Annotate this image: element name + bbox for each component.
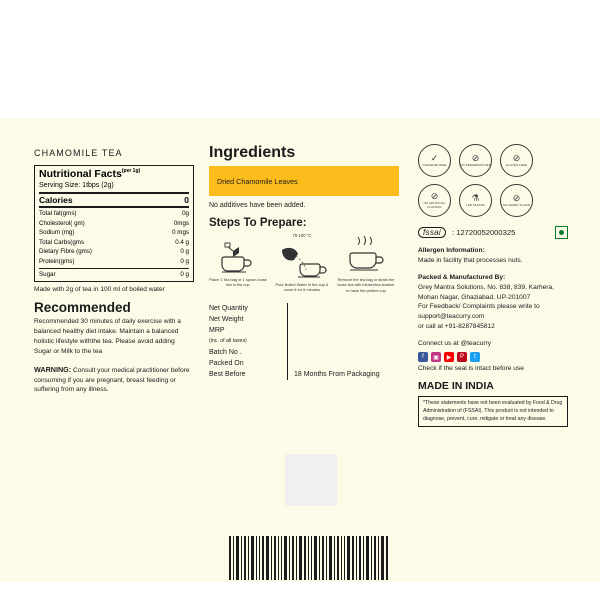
step-caption: Remove the tea bag or strain the loose tea with infuser/tea strainer to have the perfect cup xyxy=(337,277,395,293)
steps-title: Steps To Prepare: xyxy=(209,217,307,229)
divider-thin xyxy=(39,268,189,269)
twitter-icon[interactable]: t xyxy=(470,352,480,362)
instagram-icon[interactable]: ▣ xyxy=(431,352,441,362)
nutrition-per-unit: (per 1g) xyxy=(121,168,141,174)
row-label: MRP xyxy=(209,326,225,334)
seal-note: Check if the seal is intact before use xyxy=(418,365,524,373)
no-entry-icon: ⊘ xyxy=(512,152,521,163)
social-icons xyxy=(418,352,568,362)
allergen-body: Made in facility that processes nuts. xyxy=(418,256,523,264)
list-item xyxy=(209,233,267,293)
row-label: Net Quantity xyxy=(209,304,248,312)
right-column xyxy=(418,144,568,427)
row-value xyxy=(287,347,399,358)
row-value: 18 Months From Packaging xyxy=(287,369,399,380)
nutrient-value: 0 g xyxy=(180,248,189,256)
connect-line: Connect us at @teacurry xyxy=(418,340,492,348)
steaming-cup-icon xyxy=(337,233,395,275)
row-value xyxy=(287,358,399,369)
nutrient-rows xyxy=(39,209,189,279)
page-title: CHAMOMILE TEA xyxy=(34,148,123,158)
no-additives-note: No additives have been added. xyxy=(209,202,306,209)
table-row xyxy=(39,270,189,280)
certification-badges xyxy=(418,144,568,217)
no-entry-icon: ⊘ xyxy=(471,152,480,163)
step-caption: Pour Boiled Water in the cup & cover it for 5 minutes xyxy=(275,282,329,293)
gluten-free-badge xyxy=(500,144,533,177)
vegetarian-mark-icon xyxy=(555,226,568,239)
step-caption: Place 1 Tea bag or 1 spoon loose tea in the cup xyxy=(209,277,267,288)
nutrient-label: Sodium (mg) xyxy=(39,229,75,237)
fssai-logo: fssai xyxy=(418,227,446,238)
nutrient-label: Total Carbs(gms xyxy=(39,238,85,246)
water-temperature: 70-100 °C xyxy=(292,233,312,238)
nutrition-facts-table xyxy=(34,165,194,282)
row-label: Batch No . xyxy=(209,348,242,356)
flask-icon: ⚗ xyxy=(471,192,480,203)
nutrition-heading-text: Nutritional Facts xyxy=(39,168,122,180)
badge-label: GLUTEN FREE xyxy=(505,162,528,167)
table-row xyxy=(39,247,189,257)
table-row xyxy=(209,358,399,369)
row-value xyxy=(287,314,399,325)
allergen-block xyxy=(418,246,568,266)
nutrition-heading xyxy=(39,169,189,181)
blank-print-field xyxy=(285,454,337,506)
fssai-row xyxy=(418,226,568,239)
nutrient-label: Total fat(gms) xyxy=(39,209,77,217)
recommended-body: Recommended 30 minutes of daily exercise with a balanced healthy diet intake. Maintain a balanced holistic lifestyle withthe tea. Please avoid adding Sugar or Milk to the tea xyxy=(34,318,181,355)
recommended-title: Recommended xyxy=(34,300,131,316)
table-row xyxy=(39,257,189,267)
row-sublabel: (inc. of all taxes) xyxy=(209,338,247,345)
table-row xyxy=(39,238,189,248)
nutrient-value: 0 g xyxy=(180,258,189,266)
table-row xyxy=(39,219,189,229)
check-icon: ✓ xyxy=(430,152,439,163)
nutrient-label: Dietary Fibre (gms) xyxy=(39,248,92,256)
list-item xyxy=(273,233,331,293)
packer-feedback: For Feedback/ Complaints please write to support@teacurry.com xyxy=(418,303,540,321)
no-added-sugar-badge xyxy=(500,184,533,217)
table-row xyxy=(209,314,399,325)
badge-label: LAB TESTED xyxy=(466,202,485,207)
row-label: Net Weight xyxy=(209,315,244,323)
divider-thick xyxy=(39,192,189,194)
fssai-license-number: : 12720052000325 xyxy=(451,228,516,237)
barcode xyxy=(229,536,389,580)
nutrient-label: Cholesterol( gm) xyxy=(39,219,85,227)
warning-body: Consult your medical practitioner before consuming if you are pregnant, breast feeding or suffering from any illness. xyxy=(34,366,190,394)
table-row xyxy=(209,369,399,380)
facebook-icon[interactable]: f xyxy=(418,352,428,362)
packer-address: Grey Mantra Solutions, No. 838, 839, Karhera, Mohan Nagar, Ghaziabad, UP-201007 xyxy=(418,283,554,301)
packer-phone: or call at +91-8287845812 xyxy=(418,323,495,331)
product-label-panel xyxy=(0,118,600,582)
row-value xyxy=(287,325,399,336)
nutrient-value: 0 mgs xyxy=(172,229,189,237)
warning-block xyxy=(34,365,194,396)
warning-label: WARNING: xyxy=(34,364,72,374)
left-column xyxy=(34,148,194,395)
packer-block xyxy=(418,273,568,332)
ingredients-title: Ingredients xyxy=(209,144,296,161)
packer-title: Packed & Manufactured By: xyxy=(418,273,506,281)
calories-label: Calories xyxy=(39,194,73,205)
ingredients-band xyxy=(209,166,399,196)
fssai-disclaimer: *These statements have not been evaluated by Food & Drug Administration of (FSSAI). This product is not intended to diagnose, prevent, cure, mitigate or treat any disease. xyxy=(418,396,568,427)
no-entry-icon: ⊘ xyxy=(430,191,439,202)
table-row xyxy=(39,228,189,238)
allergen-title: Allergen Information: xyxy=(418,247,485,254)
badge-label: CAFFEINE FREE xyxy=(422,162,447,167)
nutrient-value: 0.4 g xyxy=(175,238,189,246)
serving-size: Serving Size: 1tbps (2g) xyxy=(39,181,114,189)
divider-thick-2 xyxy=(39,206,189,208)
table-row xyxy=(209,325,399,336)
no-artificial-flavour-badge xyxy=(418,184,451,217)
middle-column xyxy=(209,144,399,380)
nutrient-value: 0mgs xyxy=(173,219,189,227)
calories-row xyxy=(39,195,189,205)
row-value-blank xyxy=(287,336,399,347)
badge-label: NO ARTIFICIAL FLAVOUR xyxy=(423,201,446,209)
no-entry-icon: ⊘ xyxy=(512,192,521,203)
caffeine-free-badge xyxy=(418,144,451,177)
badge-label: NO PRESERVATIVES xyxy=(460,162,491,167)
ingredients-list: Dried Chamomile Leaves xyxy=(217,176,298,186)
row-label: Best Before xyxy=(209,370,246,378)
nutrient-value: 0 g xyxy=(180,270,189,278)
no-preservatives-badge xyxy=(459,144,492,177)
nutrient-value: 0g xyxy=(182,209,189,217)
row-value xyxy=(287,303,399,314)
made-with-text: Made with 2g of tea in 100 ml of boiled water xyxy=(34,286,165,294)
list-item xyxy=(337,233,395,293)
tea-bag-in-cup-icon xyxy=(209,233,267,275)
quantity-table xyxy=(209,303,399,380)
badge-label: NO ADDED SUGAR xyxy=(502,202,531,207)
table-row xyxy=(209,303,399,314)
nutrient-label: Protein(gms) xyxy=(39,258,75,266)
pinterest-icon[interactable]: P xyxy=(457,352,467,362)
lab-tested-badge xyxy=(459,184,492,217)
youtube-icon[interactable]: ▶ xyxy=(444,352,454,362)
table-row xyxy=(39,209,189,219)
nutrient-label: Sugar xyxy=(39,270,56,278)
table-row xyxy=(209,336,399,347)
made-in-india-text: MADE IN INDIA xyxy=(418,379,494,392)
row-label: Packed On xyxy=(209,359,244,367)
table-row xyxy=(209,347,399,358)
kettle-pouring-icon xyxy=(273,238,331,280)
calories-value: 0 xyxy=(184,194,189,205)
steps-row xyxy=(209,233,399,293)
